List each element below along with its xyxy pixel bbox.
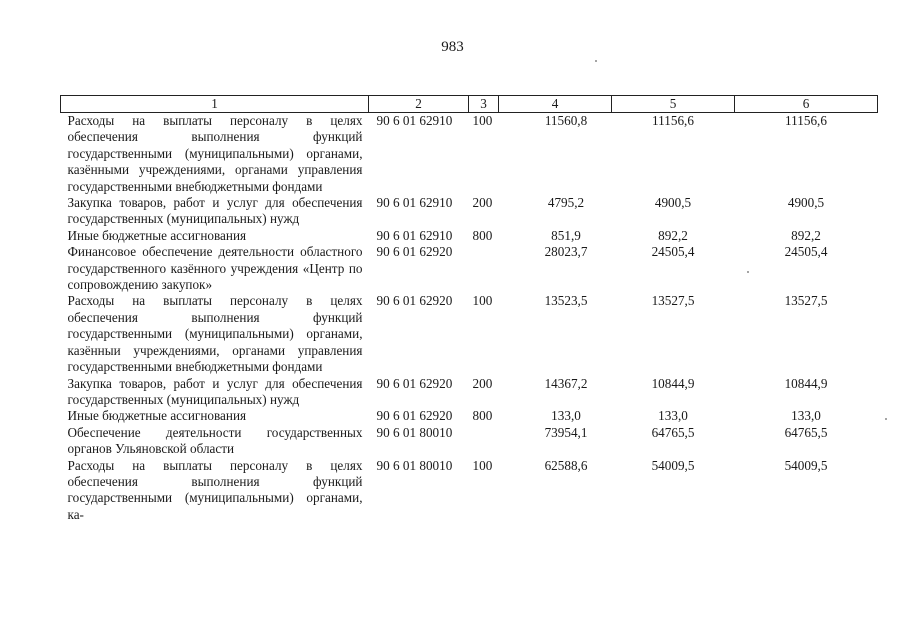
header-row [61, 96, 878, 113]
table-row [61, 293, 878, 375]
expense-type-code: 100 [472, 113, 493, 128]
target-code: 90 6 01 62910 [376, 195, 453, 211]
amount-year-3: 24505,4 [784, 244, 828, 260]
expense-type-code: 100 [472, 457, 493, 473]
scan-speck [747, 271, 749, 273]
column-header-1: 1 [61, 96, 369, 113]
column-header-3: 3 [469, 96, 499, 113]
column-header-6: 6 [735, 96, 878, 113]
amount-year-3: 10844,9 [784, 375, 828, 391]
target-code: 90 6 01 80010 [376, 424, 453, 440]
amount-year-2: 133,0 [658, 408, 688, 424]
target-code: 90 6 01 62910 [376, 113, 453, 128]
column-header-5: 5 [612, 96, 735, 113]
amount-year-1: 11560,8 [544, 113, 588, 128]
expense-name: Иные бюджетные ассигнования [67, 227, 247, 243]
amount-year-2: 892,2 [658, 227, 688, 243]
column-header-2: 2 [369, 96, 469, 113]
amount-year-2: 54009,5 [651, 457, 695, 473]
amount-year-2: 11156,6 [652, 113, 694, 128]
expense-name: Расходы на выплаты персоналу в целях обеспечения выполнения функций государственными (муниципальными) органами, казёнными учреждениями, органами управления государственными внебюджетными фондами [67, 113, 363, 194]
expense-type-code: 200 [472, 195, 493, 211]
table-row [61, 195, 878, 228]
target-code: 90 6 01 62920 [376, 293, 453, 309]
amount-year-1: 73954,1 [544, 424, 588, 440]
target-code: 90 6 01 62920 [376, 244, 453, 260]
amount-year-3: 133,0 [791, 408, 821, 424]
page-number: 983 [441, 39, 464, 55]
amount-year-3: 892,2 [791, 227, 821, 243]
table-row [61, 408, 878, 424]
amount-year-1: 133,0 [551, 408, 581, 424]
target-code: 90 6 01 80010 [376, 457, 453, 473]
amount-year-2: 10844,9 [651, 375, 695, 391]
amount-year-1: 28023,7 [544, 244, 588, 260]
expense-name: Расходы на выплаты персоналу в целях обеспечения выполнения функций государственными (муниципальными) органами, ка- [67, 457, 363, 522]
table-row [61, 228, 878, 244]
expense-type-code: 100 [472, 293, 493, 309]
expense-type-code [469, 425, 499, 458]
table-row [61, 376, 878, 409]
expense-name: Иные бюджетные ассигнования [67, 408, 247, 424]
expense-name: Обеспечение деятельности государственных органов Ульяновской области [67, 424, 363, 457]
target-code: 90 6 01 62920 [376, 375, 453, 391]
amount-year-2: 24505,4 [651, 244, 695, 260]
amount-year-1: 13523,5 [544, 293, 588, 309]
amount-year-3: 4900,5 [787, 195, 825, 211]
table-row [61, 458, 878, 524]
expense-type-code [469, 244, 499, 293]
expense-name: Расходы на выплаты персоналу в целях обеспечения выполнения функций государственными (муниципальными) органами, казённыи учреждениями, органами управления государственными внебюджетными фондами [67, 293, 363, 375]
column-header-4: 4 [499, 96, 612, 113]
scan-speck [885, 418, 887, 420]
target-code: 90 6 01 62920 [376, 408, 453, 424]
table-row [61, 244, 878, 293]
amount-year-2: 13527,5 [651, 293, 695, 309]
expense-type-code: 200 [472, 375, 493, 391]
amount-year-3: 64765,5 [784, 424, 828, 440]
amount-year-1: 14367,2 [544, 375, 588, 391]
amount-year-2: 4900,5 [654, 195, 692, 211]
expense-name: Закупка товаров, работ и услуг для обеспечения государственных (муниципальных) нужд [67, 375, 363, 407]
table-row [61, 425, 878, 458]
budget-table [60, 95, 878, 523]
amount-year-3: 11156,6 [785, 113, 827, 128]
amount-year-1: 62588,6 [544, 457, 588, 473]
amount-year-1: 851,9 [551, 227, 581, 243]
amount-year-1: 4795,2 [547, 195, 585, 211]
table-header [61, 96, 878, 113]
table-body [61, 113, 878, 524]
expense-type-code: 800 [472, 408, 493, 424]
table-row [61, 113, 878, 196]
expense-name: Закупка товаров, работ и услуг для обеспечения государственных (муниципальных) нужд [67, 195, 363, 227]
amount-year-3: 13527,5 [784, 293, 828, 309]
target-code: 90 6 01 62910 [376, 227, 453, 243]
expense-type-code: 800 [472, 227, 493, 243]
expense-name: Финансовое обеспечение деятельности областного государственного казённого учреждения «Центр по сопровождению закупок» [67, 244, 363, 293]
amount-year-2: 64765,5 [651, 424, 695, 440]
amount-year-3: 54009,5 [784, 457, 828, 473]
scan-speck [595, 60, 597, 62]
